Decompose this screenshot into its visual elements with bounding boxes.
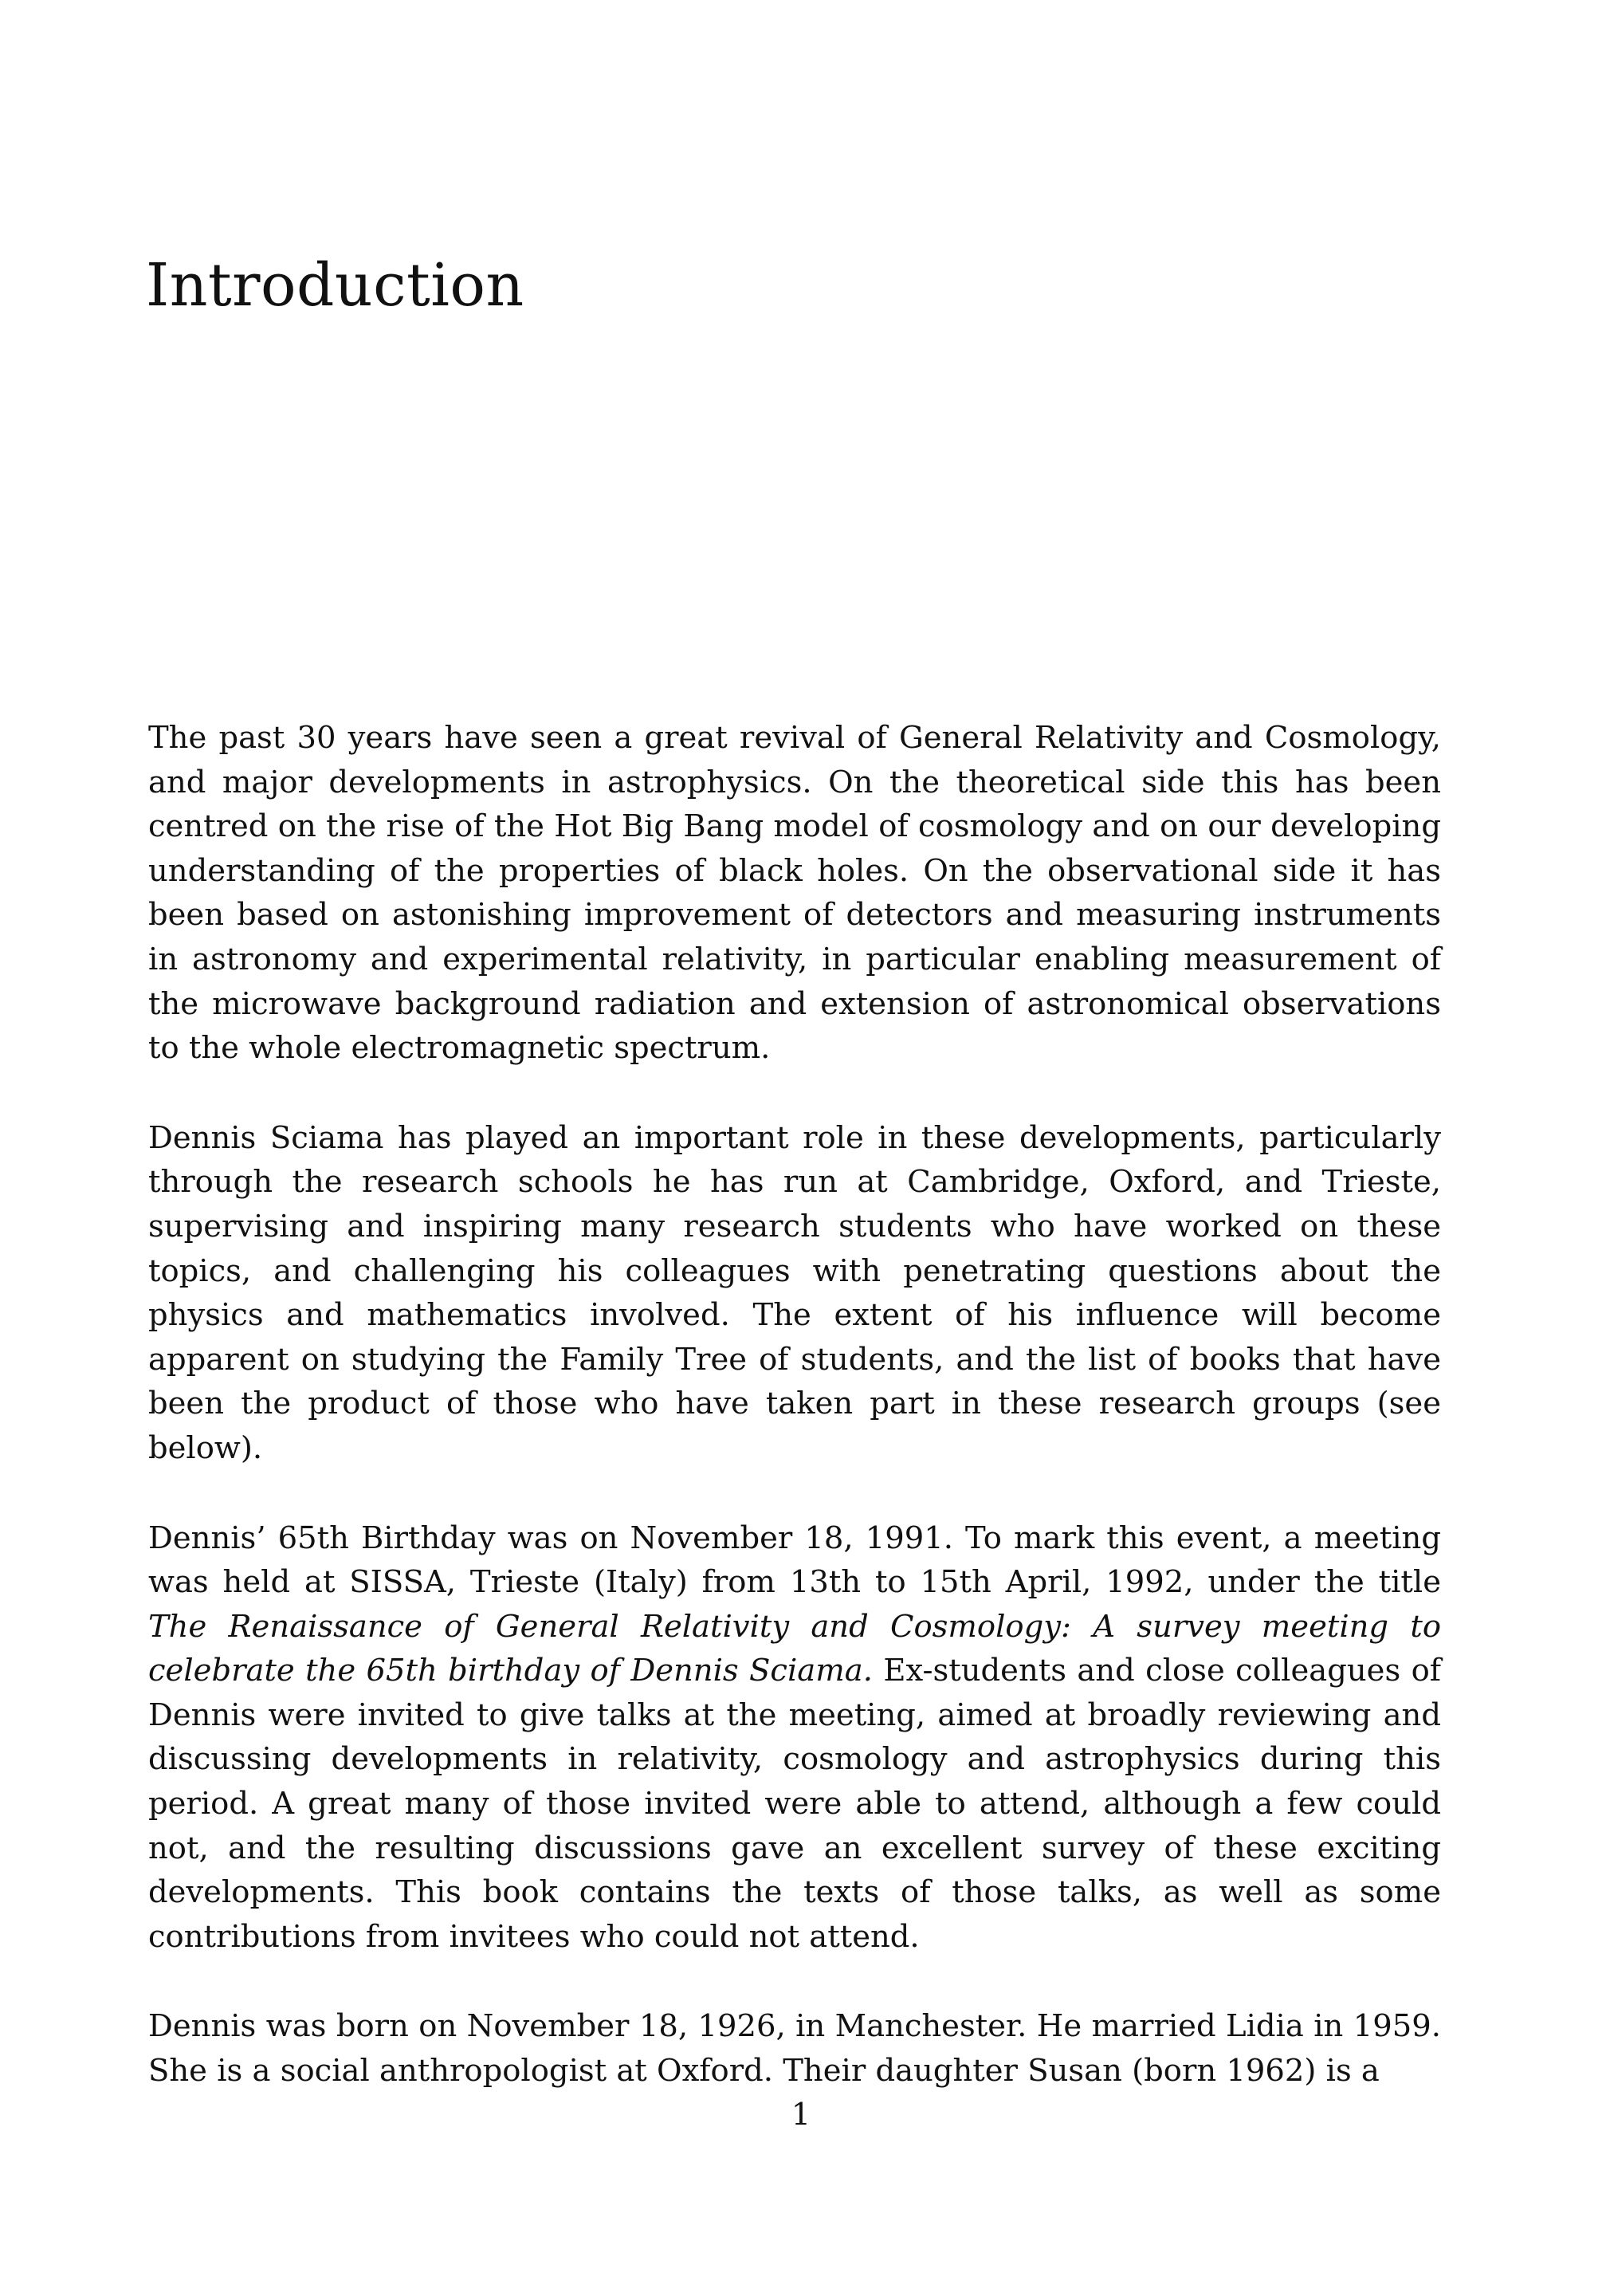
body-text — [148, 716, 1441, 2139]
page-number: 1 — [791, 2097, 811, 2132]
paragraph-birthday-text-before: Dennis’ 65th Birthday was on November 18, 1991. To mark this event, a meeting was held at SISSA, Trieste (Italy) from 13th to 15th April, 1992, under the title — [148, 1520, 1441, 1601]
page-title: Introduction — [146, 251, 524, 320]
paragraph-birthday-meeting — [148, 1516, 1441, 1960]
paragraph-birthday-text-after: Ex-students and close colleagues of Dennis were invited to give talks at the meeting, aimed at broadly reviewing and discussing developments in relativity, cosmology and astrophysics during this period. A great many of those invited were able to attend, although a few could not, and the resulting discussions gave an excellent survey of these exciting developments. This book contains the texts of those talks, as well as some contributions from invitees who could not attend. — [148, 1653, 1442, 1955]
meeting-title: The Renaissance of General Relativity and Cosmology: A survey meeting to celebrate the 65th birthday of Dennis Sciama. — [148, 1608, 1441, 1689]
paragraph-biography: Dennis was born on November 18, 1926, in Manchester. He married Lidia in 1959. She is a social anthropologist at Oxford. Their daughter Susan (born 1962) is a — [148, 2008, 1441, 2090]
paragraph-revival: The past 30 years have seen a great revival of General Relativity and Cosmology, and major developments in astrophysics. On the theoretical side this has been centred on the rise of the Hot Big Bang model of cosmology and on our developing understanding of the properties of black holes. On the observational side it has been based on astonishing improvement of detectors and measuring instruments in astronomy and experimental relativity, in particular enabling measurement of the microwave background radiation and extension of astronomical observations to the whole electromagnetic spectrum. — [148, 720, 1441, 1067]
paragraph-sciama-role: Dennis Sciama has played an important role in these developments, particularly through the research schools he has run at Cambridge, Oxford, and Trieste, supervising and inspiring many research students who have worked on these topics, and challenging his colleagues with penetrating questions about the physics and mathematics involved. The extent of his influence will become apparent on studying the Family Tree of students, and the list of books that have been the product of those who have taken part in these research groups (see below). — [148, 1119, 1441, 1466]
